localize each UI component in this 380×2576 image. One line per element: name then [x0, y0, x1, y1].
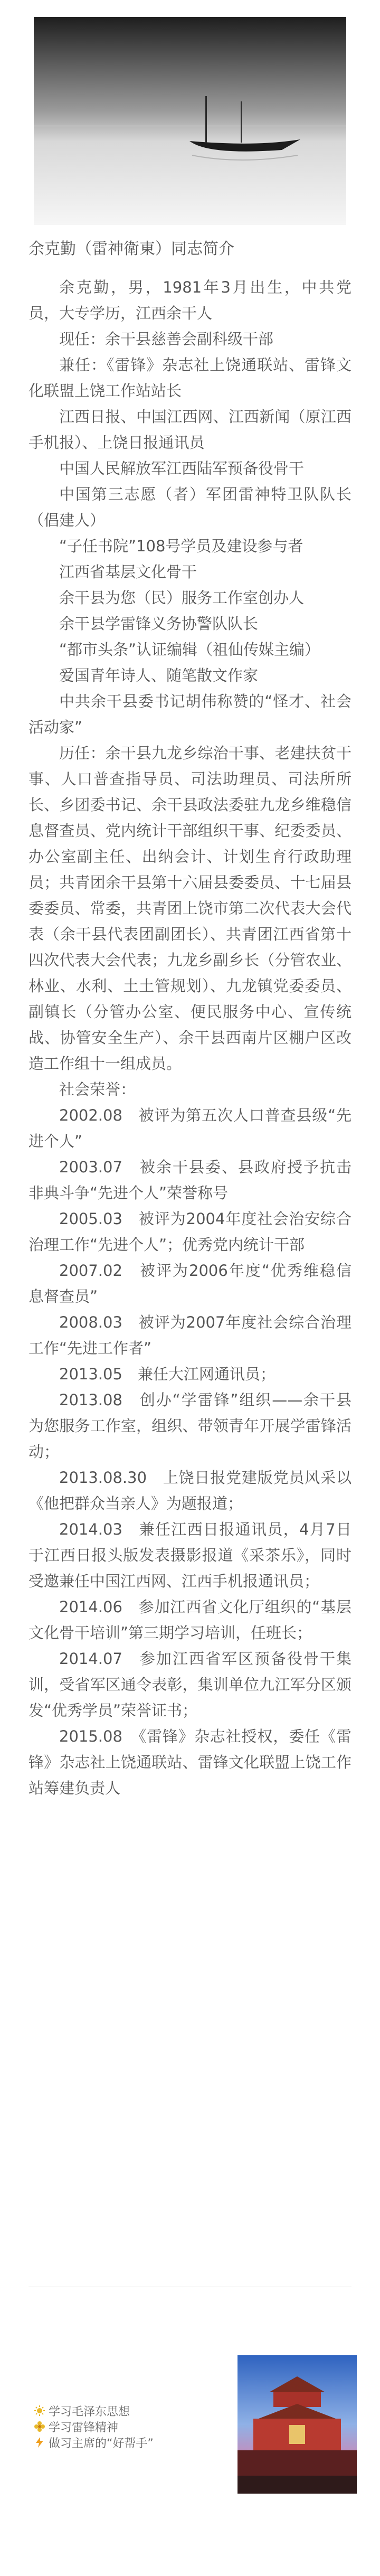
- paragraph-correspondent: 江西日报、中国江西网、江西新闻（原江西手机报）、上饶日报通讯员: [28, 408, 352, 452]
- slogan-item: [34, 2403, 154, 2419]
- paragraph-honors-heading: 社会荣誉：: [59, 1080, 136, 1098]
- paragraph-police-volunteer: 余干县学雷锋义务协警队队长: [59, 615, 259, 633]
- honor-item: 2013.08 创办“学雷锋”组织——余干县为您服务工作室，组织、带领青年开展学雷锋活动；: [28, 1391, 352, 1461]
- boat-on-water-illustration: [34, 17, 346, 225]
- honor-item: 2005.03 被评为2004年度社会治安综合治理工作“先进个人”；优秀党内统计干部: [28, 1210, 352, 1254]
- lightning-icon: [34, 2437, 45, 2448]
- profile-content: [28, 275, 352, 1801]
- footer-banner: [28, 2355, 352, 2514]
- slogan-item: [34, 2434, 154, 2450]
- honor-item: 2002.08 被评为第五次人口普查县级“先进个人”: [28, 1106, 352, 1150]
- paragraph-intro: 余克勤，男，1981年3月出生，中共党员，大专学历，江西余干人: [28, 278, 352, 322]
- page-title: 余克勤（雷神衛東）同志简介: [28, 240, 234, 258]
- sun-icon: [34, 2405, 45, 2417]
- slogan-text: 做习主席的“好帮手”: [49, 2437, 154, 2450]
- honor-item: 2014.06 参加江西省文化厅组织的“基层文化骨干培训”第三期学习培训，任班长；: [28, 1598, 352, 1642]
- paragraph-academy: “子任书院”108号学员及建设参与者: [59, 537, 303, 555]
- honor-item: 2013.08.30 上饶日报党建版党员风采以《他把群众当亲人》为题报道；: [28, 1469, 352, 1512]
- honor-item: 2003.07 被余干县委、县政府授予抗击非典斗争“先进个人”荣誉称号: [28, 1158, 352, 1202]
- paragraph-career: 历任：余干县九龙乡综治干事、老建扶贫干事、人口普查指导员、司法助理员、司法所所长、乡团委书记、余干县政法委驻九龙乡维稳信息督查员、党内统计干部组织干事、纪委委员、办公室副主任、出纳会计、计划生育行政助理员；共青团余干县第十六届县委委员、十七届县委委员、常委，共青团上饶市第二次代表大会代表（余干县代表团副团长）、共青团江西省第十四次代表大会代表；九龙乡副乡长（分管农业、林业、水利、土土管规划）、九龙镇党委委员、副镇长（分管办公室、便民服务中心、宣传统战、协管安全生产）、余干县西南片区棚户区改造工作组十一组成员。: [28, 744, 352, 1073]
- paragraph-praise: 中共余干县委书记胡伟称赞的“怪才、社会活动家”: [28, 692, 352, 736]
- paragraph-current-position: 现任：余干县慈善会副科级干部: [59, 330, 274, 348]
- honor-item: 2013.05 兼任大江网通讯员；: [59, 1365, 276, 1383]
- tiananmen-photo: [238, 2355, 357, 2494]
- honor-item: 2014.07 参加江西省军区预备役骨干集训，受省军区通令表彰，集训单位九江军分区颁发“优秀学员”荣誉证书；: [28, 1650, 352, 1719]
- slogan-item: [34, 2419, 154, 2434]
- paragraph-poet: 爱国青年诗人、随笔散文作家: [59, 666, 259, 684]
- hero-image-boat: [34, 17, 346, 225]
- paragraph-reserve: 中国人民解放军江西陆军预备役骨干: [59, 459, 305, 477]
- honor-item: 2008.03 被评为2007年度社会综合治理工作“先进工作者”: [28, 1313, 352, 1357]
- paragraph-concurrent-post: 兼任：《雷锋》杂志社上饶通联站、雷锋文化联盟上饶工作站站长: [28, 356, 352, 400]
- flower-icon: [34, 2421, 45, 2432]
- paragraph-editor: “都市头条”认证编辑（祖仙传媒主编）: [59, 641, 320, 659]
- slogan-text: 学习雷锋精神: [49, 2421, 119, 2434]
- paragraph-studio-founder: 余干县为您（民）服务工作室创办人: [59, 589, 305, 607]
- slogan-text: 学习毛泽东思想: [49, 2405, 130, 2419]
- honor-item: 2014.03 兼任江西日报通讯员，4月7日于江西日报头版发表摄影报道《采茶乐》，同时受邀兼任中国江西网、江西手机报通讯员；: [28, 1520, 352, 1590]
- tiananmen-illustration: [238, 2355, 357, 2494]
- slogan-list: [34, 2403, 154, 2450]
- paragraph-culture-backbone: 江西省基层文化骨干: [59, 563, 197, 581]
- paragraph-volunteer-captain: 中国第三志愿（者）军团雷神特卫队队长（倡建人）: [28, 485, 352, 529]
- honor-item: 2007.02 被评为2006年度“优秀维稳信息督查员”: [28, 1262, 352, 1305]
- honor-item: 2015.08 《雷锋》杂志社授权，委任《雷锋》杂志社上饶通联站、雷锋文化联盟上饶工作站筹建负责人: [28, 1727, 352, 1797]
